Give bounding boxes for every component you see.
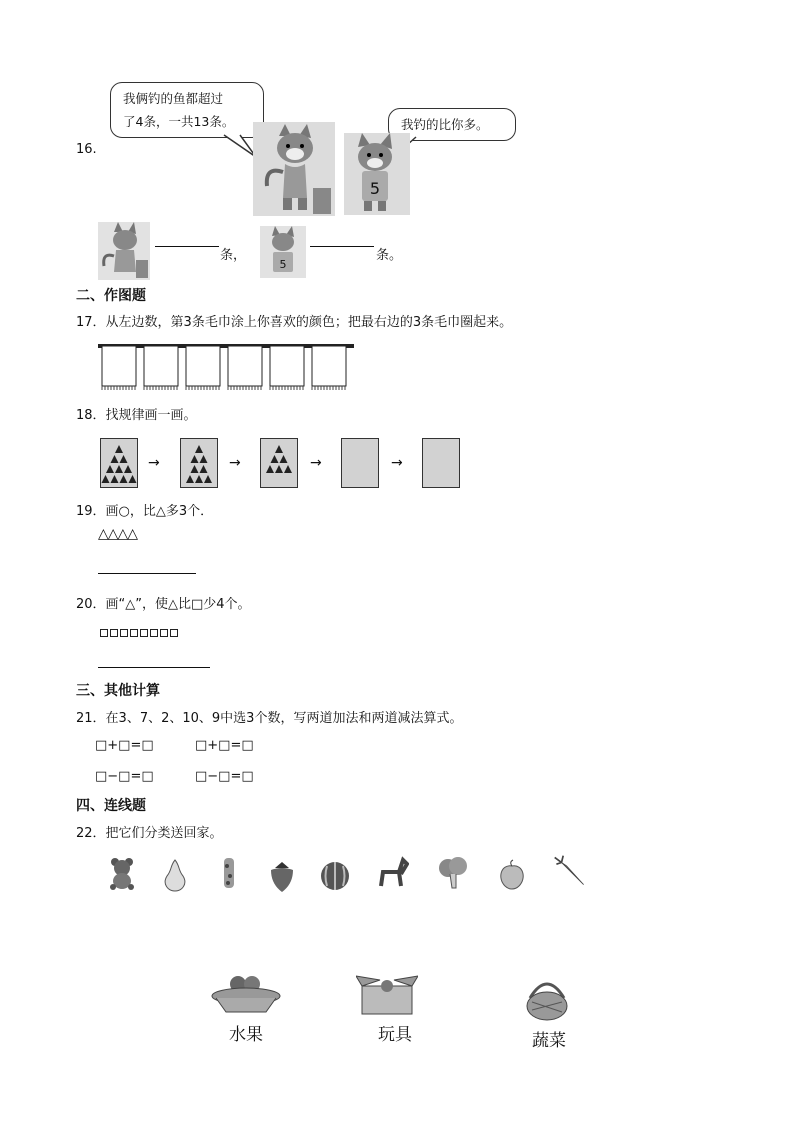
pattern-card-1: [100, 438, 138, 488]
pattern-triangle: [115, 445, 123, 453]
pattern-triangle: [275, 445, 283, 453]
cabbage-icon[interactable]: [436, 856, 470, 890]
pattern-triangle: [195, 475, 203, 483]
toy-giraffe-icon[interactable]: [212, 856, 246, 890]
pattern-triangle: [111, 455, 119, 463]
pattern-triangle: [284, 465, 292, 473]
towel-6[interactable]: [312, 346, 346, 386]
pattern-triangle: [266, 465, 274, 473]
pattern-triangle: [200, 455, 208, 463]
pattern-triangle: [204, 475, 212, 483]
vegetable-basket-icon[interactable]: [522, 976, 572, 1022]
pattern-triangle: [102, 475, 110, 483]
towel-5[interactable]: [270, 346, 304, 386]
bubble-left-line2: 了4条，一共13条。: [123, 114, 235, 129]
basket-label-vegetables: 蔬菜: [532, 1031, 566, 1051]
pattern-triangle: [124, 465, 132, 473]
answer-line-20[interactable]: [98, 667, 210, 668]
pattern-card-3: [260, 438, 298, 488]
square-8: [170, 629, 178, 637]
pattern-triangle: [280, 455, 288, 463]
towel-rack: [98, 340, 354, 392]
addition-expr-2[interactable]: □+□=□: [195, 738, 254, 753]
peach-icon[interactable]: [495, 858, 529, 892]
svg-text:5: 5: [279, 258, 287, 271]
pattern-arrow-1: →: [148, 455, 160, 471]
pattern-triangle: [195, 445, 203, 453]
towel-1[interactable]: [102, 346, 136, 386]
square-3: [120, 629, 128, 637]
carrot-icon[interactable]: [553, 854, 587, 888]
pattern-arrow-2: →: [229, 455, 241, 471]
towel-3[interactable]: [186, 346, 220, 386]
pattern-triangle: [191, 455, 199, 463]
subtraction-expr-1[interactable]: □−□=□: [95, 769, 154, 784]
pattern-triangle: [129, 475, 137, 483]
answer-blank-cat-2[interactable]: [310, 246, 374, 247]
cat-2-shirt-number: 5: [369, 179, 381, 198]
question-18-text: 18．找规律画一画。: [76, 408, 197, 423]
towel-fringe-6: [312, 386, 345, 390]
square-2: [110, 629, 118, 637]
towel-2[interactable]: [144, 346, 178, 386]
pattern-triangle: [191, 465, 199, 473]
square-row: [100, 625, 180, 640]
toy-box-icon[interactable]: [356, 974, 418, 1016]
square-1: [100, 629, 108, 637]
square-4: [130, 629, 138, 637]
pattern-triangle: [200, 465, 208, 473]
section-title-2: 二、作图题: [76, 288, 146, 304]
speech-bubble-left: [110, 82, 264, 138]
bubble-left-line1: 我俩钓的鱼都超过: [123, 91, 224, 106]
pear-icon[interactable]: [158, 858, 192, 892]
cat-1-icon: [253, 122, 335, 216]
answer-line-19[interactable]: [98, 573, 196, 574]
watermelon-icon[interactable]: [318, 858, 352, 892]
question-19-text: 19．画○，比△多3个．: [76, 504, 214, 519]
toy-horse-icon[interactable]: [375, 856, 409, 890]
pattern-triangle: [120, 455, 128, 463]
pattern-triangle: [186, 475, 194, 483]
small-cat-2-icon: [260, 226, 306, 278]
question-22-text: 22．把它们分类送回家。: [76, 826, 223, 841]
section-title-3: 三、其他计算: [76, 683, 160, 699]
square-7: [160, 629, 168, 637]
towel-fringe-3: [186, 386, 219, 390]
subtraction-expr-2[interactable]: □−□=□: [195, 769, 254, 784]
pattern-triangle: [120, 475, 128, 483]
towel-fringe-1: [102, 386, 135, 390]
pattern-arrow-3: →: [310, 455, 322, 471]
pattern-triangle: [271, 455, 279, 463]
towel-fringe-5: [270, 386, 303, 390]
towel-fringe-4: [228, 386, 261, 390]
question-20-text: 20．画“△”，使△比□少4个。: [76, 597, 251, 612]
towel-4[interactable]: [228, 346, 262, 386]
pattern-triangle: [106, 465, 114, 473]
teddy-bear-icon[interactable]: [105, 856, 139, 890]
pattern-card-blank-2[interactable]: [422, 438, 460, 488]
pattern-triangle: [115, 465, 123, 473]
question-17-text: 17．从左边数，第3条毛巾涂上你喜欢的颜色；把最右边的3条毛巾圈起来。: [76, 315, 513, 330]
question-21-text: 21．在3、7、2、10、9中选3个数，写两道加法和两道减法算式。: [76, 711, 463, 726]
answer-blank-cat-1[interactable]: [155, 246, 219, 247]
strawberry-icon[interactable]: [265, 860, 299, 894]
pattern-triangle: [111, 475, 119, 483]
pattern-card-2: [180, 438, 218, 488]
question-number-16: 16.: [76, 142, 97, 157]
section-title-4: 四、连线题: [76, 798, 146, 814]
cat-2-icon: [344, 133, 410, 215]
addition-expr-1[interactable]: □+□=□: [95, 738, 154, 753]
pattern-triangle: [275, 465, 283, 473]
bubble-right-text: 我钓的比你多。: [401, 117, 489, 132]
basket-label-fruit: 水果: [229, 1025, 263, 1045]
pattern-arrow-4: →: [391, 455, 403, 471]
small-cat-1-icon: [98, 222, 150, 280]
unit-label-2: 条。: [376, 248, 403, 263]
unit-label-1: 条，: [220, 248, 247, 263]
square-5: [140, 629, 148, 637]
basket-label-toys: 玩具: [378, 1025, 412, 1045]
pattern-card-blank-1[interactable]: [341, 438, 379, 488]
fruit-basket-icon[interactable]: [208, 972, 284, 1016]
towel-fringe-2: [144, 386, 177, 390]
square-6: [150, 629, 158, 637]
triangle-row: △△△△: [98, 526, 138, 542]
